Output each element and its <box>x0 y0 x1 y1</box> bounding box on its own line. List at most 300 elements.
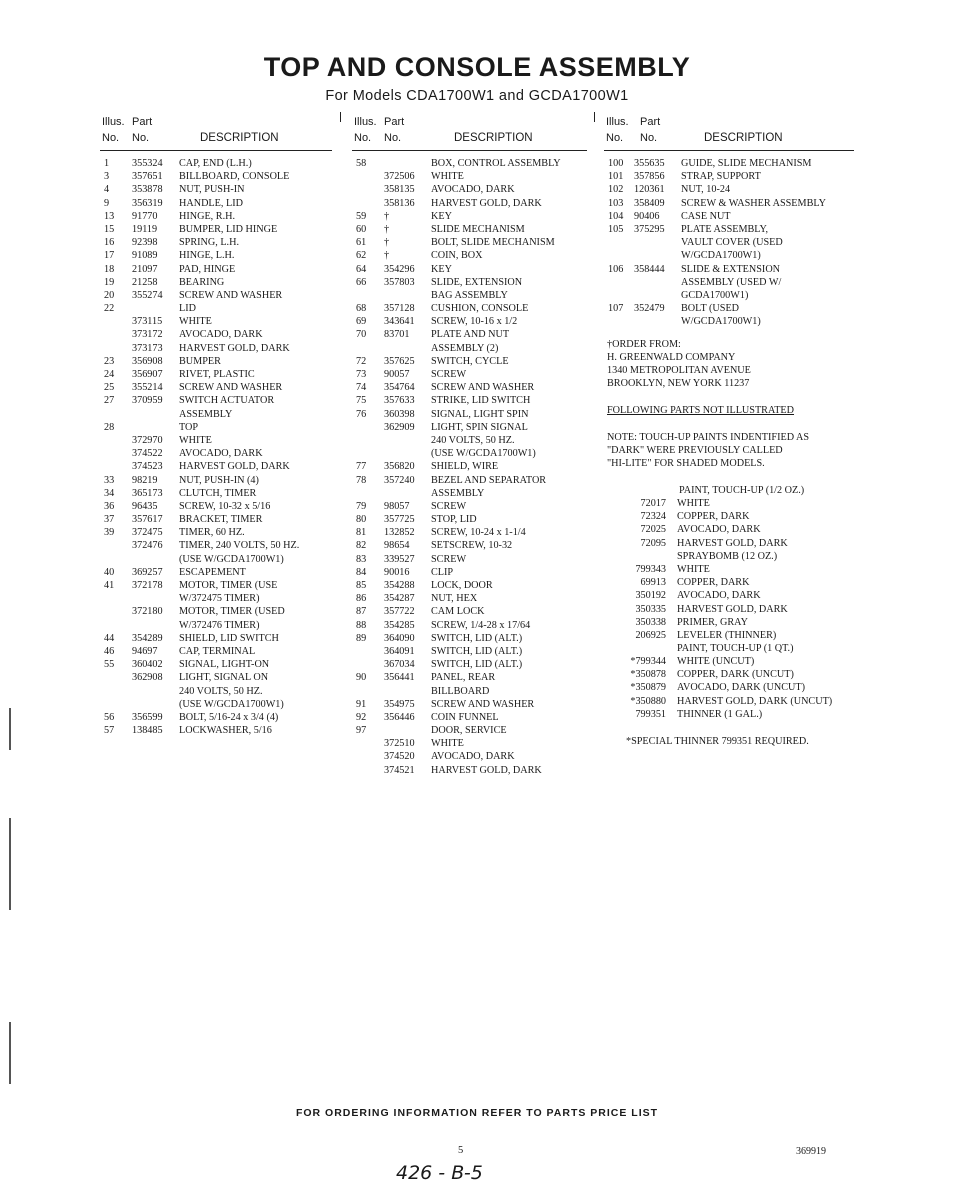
part-row <box>352 539 587 552</box>
part-description: 240 VOLTS, 50 HZ. <box>431 434 515 446</box>
part-row <box>352 737 587 750</box>
part-row <box>100 724 332 737</box>
part-number: 356441 <box>384 672 415 684</box>
part-row <box>100 592 332 605</box>
part-row <box>352 698 587 711</box>
paint-description: AVOCADO, DARK <box>677 590 761 602</box>
part-row <box>352 487 587 500</box>
part-number: † <box>384 223 390 235</box>
header-no: No. <box>606 132 624 144</box>
illus-number: 90 <box>356 672 367 684</box>
part-description: BEARING <box>179 276 225 288</box>
part-row <box>100 513 332 526</box>
part-row <box>352 408 587 421</box>
paint-description: HARVEST GOLD, DARK <box>677 537 788 549</box>
part-row <box>604 210 854 223</box>
part-description: ESCAPEMENT <box>179 566 246 578</box>
paint-list-spraybomb <box>604 563 854 642</box>
part-row <box>352 645 587 658</box>
part-row <box>100 698 332 711</box>
handwritten-note: 426 - B-5 <box>396 1162 483 1184</box>
part-number: 92398 <box>132 237 158 249</box>
part-number: 343641 <box>384 316 415 328</box>
part-row <box>100 460 332 473</box>
part-description: ASSEMBLY <box>179 408 233 420</box>
paint-description: HARVEST GOLD, DARK <box>677 603 788 615</box>
illus-number: 100 <box>608 158 624 169</box>
paint-part-number: 72025 <box>640 524 666 536</box>
paint-description: THINNER (1 GAL.) <box>677 708 763 720</box>
part-row <box>352 302 587 315</box>
header-part: Part <box>640 116 661 128</box>
part-description: NUT, 10-24 <box>681 184 731 196</box>
paint-description: HARVEST GOLD, DARK (UNCUT) <box>677 695 833 707</box>
part-description: HARVEST GOLD, DARK <box>431 764 542 776</box>
part-number: 356820 <box>384 461 415 473</box>
illus-number: 13 <box>104 210 115 222</box>
part-row <box>352 315 587 328</box>
illus-number: 80 <box>356 514 367 526</box>
paint-part-number: *350880 <box>630 695 666 707</box>
illus-number: 72 <box>356 355 367 367</box>
part-number: 373115 <box>132 316 163 328</box>
part-description: BILLBOARD <box>431 685 490 697</box>
part-row <box>604 289 854 302</box>
illus-number: 46 <box>104 645 115 657</box>
part-description: BUMPER <box>179 355 221 367</box>
paint-row <box>604 708 854 721</box>
part-description: SCREW AND WASHER <box>431 698 535 710</box>
part-number: 354764 <box>384 382 415 394</box>
illus-number: 107 <box>608 303 624 315</box>
part-number: 91770 <box>132 210 158 222</box>
illus-number: 36 <box>104 500 115 512</box>
header-description: DESCRIPTION <box>704 132 783 144</box>
part-row <box>604 249 854 262</box>
part-row <box>100 236 332 249</box>
header-part-no: No. <box>132 132 150 144</box>
column-header <box>604 114 854 151</box>
illus-number: 86 <box>356 593 367 605</box>
part-description: WHITE <box>431 171 464 183</box>
part-row <box>352 605 587 618</box>
part-description: HARVEST GOLD, DARK <box>179 461 290 473</box>
paint-row <box>604 563 854 576</box>
paint-row <box>604 629 854 642</box>
header-illus: Illus. <box>102 116 125 128</box>
part-number: 356446 <box>384 711 415 723</box>
note-line: "DARK" WERE PREVIOUSLY CALLED <box>607 445 783 456</box>
part-row <box>352 724 587 737</box>
illus-number: 70 <box>356 329 367 341</box>
part-description: BRACKET, TIMER <box>179 514 263 526</box>
part-number: 354288 <box>384 580 415 591</box>
illus-number: 1 <box>104 158 110 169</box>
part-description: BOX, CONTROL ASSEMBLY <box>431 158 561 169</box>
part-description: SIGNAL, LIGHT-ON <box>179 659 270 671</box>
part-row <box>100 328 332 341</box>
part-row <box>100 434 332 447</box>
part-description: ASSEMBLY (USED W/ <box>681 276 782 288</box>
part-number: 90057 <box>384 369 410 380</box>
part-row <box>352 671 587 684</box>
part-number: 374520 <box>384 751 415 763</box>
part-row <box>100 197 332 210</box>
part-number: 356907 <box>132 369 163 380</box>
part-number: 355274 <box>132 289 163 301</box>
part-description: HARVEST GOLD, DARK <box>431 197 542 209</box>
part-number: 357725 <box>384 514 415 526</box>
part-description: LID <box>179 303 196 315</box>
illus-number: 28 <box>104 421 115 433</box>
part-number: 352479 <box>634 303 665 315</box>
part-description: NUT, PUSH-IN (4) <box>179 474 259 486</box>
part-number: 357803 <box>384 276 415 288</box>
part-description: CLIP <box>431 566 454 578</box>
part-number: 364091 <box>384 645 415 657</box>
part-number: 355324 <box>132 158 163 169</box>
part-description: MOTOR, TIMER (USE <box>179 580 278 591</box>
illus-number: 44 <box>104 632 115 644</box>
part-description: BAG ASSEMBLY <box>431 289 508 301</box>
part-description: SCREW <box>431 553 467 565</box>
part-number: 358444 <box>634 263 665 275</box>
illus-number: 25 <box>104 382 115 394</box>
part-row <box>352 197 587 210</box>
part-number: 372180 <box>132 606 163 618</box>
part-row <box>352 276 587 289</box>
part-number: 358409 <box>634 197 665 209</box>
part-number: 374521 <box>384 764 415 776</box>
header-part-no: No. <box>384 132 402 144</box>
part-description: BOLT (USED <box>681 303 740 315</box>
part-number: † <box>384 250 390 262</box>
column-divider <box>340 112 341 122</box>
illus-number: 85 <box>356 580 367 591</box>
header-illus: Illus. <box>606 116 629 128</box>
part-row <box>352 236 587 249</box>
parts-column-3 <box>604 114 854 328</box>
part-row <box>352 381 587 394</box>
part-number: 96435 <box>132 500 158 512</box>
illus-number: 55 <box>104 659 115 671</box>
part-description: SCREW AND WASHER <box>179 382 283 394</box>
part-description: SLIDE, EXTENSION <box>431 276 523 288</box>
part-row <box>100 685 332 698</box>
part-description: NUT, HEX <box>431 593 478 605</box>
paint-description: WHITE <box>677 498 710 509</box>
column-divider <box>594 112 595 122</box>
illus-number: 9 <box>104 197 110 209</box>
part-row <box>604 315 854 328</box>
part-description: GUIDE, SLIDE MECHANISM <box>681 158 812 169</box>
part-description: WHITE <box>179 316 212 328</box>
part-description: W/372475 TIMER) <box>179 593 260 605</box>
part-description: BILLBOARD, CONSOLE <box>179 171 290 183</box>
part-number: 354975 <box>384 698 415 710</box>
part-number: 373173 <box>132 342 163 354</box>
header-description: DESCRIPTION <box>454 132 533 144</box>
part-row <box>100 289 332 302</box>
part-number: 357633 <box>384 395 415 407</box>
illus-number: 103 <box>608 197 624 209</box>
part-number: 357128 <box>384 303 415 315</box>
illus-number: 15 <box>104 223 115 235</box>
illus-number: 104 <box>608 210 624 222</box>
part-description: SWITCH, LID (ALT.) <box>431 659 523 671</box>
part-description: SPRING, L.H. <box>179 237 240 249</box>
illus-number: 91 <box>356 698 367 710</box>
part-row <box>352 355 587 368</box>
part-row <box>100 276 332 289</box>
part-number: 357856 <box>634 171 665 183</box>
part-number: 91089 <box>132 250 158 262</box>
part-number: 98654 <box>384 540 410 552</box>
illus-number: 33 <box>104 474 115 486</box>
part-number: 132852 <box>384 527 415 539</box>
part-row <box>352 513 587 526</box>
parts-column-1 <box>100 114 332 737</box>
part-description: AVOCADO, DARK <box>179 448 263 460</box>
part-description: WHITE <box>431 738 464 750</box>
part-description: (USE W/GCDA1700W1) <box>179 698 284 710</box>
paint-row <box>604 603 854 616</box>
special-thinner-note: *SPECIAL THINNER 799351 REQUIRED. <box>626 736 809 747</box>
part-row <box>604 197 854 210</box>
header-no: No. <box>102 132 120 144</box>
part-description: SCREW <box>431 369 467 380</box>
paint-description: LEVELER (THINNER) <box>677 629 777 641</box>
part-row <box>100 170 332 183</box>
part-number: 98219 <box>132 474 158 486</box>
part-description: STOP, LID <box>431 514 477 526</box>
illus-number: 3 <box>104 171 110 183</box>
part-row <box>352 289 587 302</box>
part-number: 353878 <box>132 184 163 196</box>
part-number: 94697 <box>132 645 158 657</box>
part-description: PAD, HINGE <box>179 263 236 275</box>
part-description: CAP, TERMINAL <box>179 645 256 657</box>
part-description: DOOR, SERVICE <box>431 725 507 737</box>
part-description: 240 VOLTS, 50 HZ. <box>179 685 263 697</box>
part-row <box>100 526 332 539</box>
part-number: 83701 <box>384 329 410 341</box>
paint-part-number: *799344 <box>630 656 666 667</box>
page-subtitle: For Models CDA1700W1 and GCDA1700W1 <box>325 88 629 104</box>
part-row <box>352 658 587 671</box>
part-row <box>352 566 587 579</box>
illus-number: 59 <box>356 210 367 222</box>
part-number: 369257 <box>132 566 163 578</box>
illus-number: 66 <box>356 276 367 288</box>
illus-number: 69 <box>356 316 367 328</box>
illus-number: 34 <box>104 487 115 499</box>
paint-list-quart <box>604 655 854 721</box>
part-row <box>100 671 332 684</box>
part-row <box>100 474 332 487</box>
part-row <box>352 619 587 632</box>
part-description: AVOCADO, DARK <box>431 184 515 196</box>
part-row <box>352 579 587 592</box>
ordering-footer: FOR ORDERING INFORMATION REFER TO PARTS PRICE LIST <box>295 1107 659 1119</box>
part-description: SWITCH ACTUATOR <box>179 395 275 407</box>
part-description: (USE W/GCDA1700W1) <box>179 553 284 565</box>
part-row <box>604 223 854 236</box>
part-description: AVOCADO, DARK <box>431 751 515 763</box>
illus-number: 40 <box>104 566 115 578</box>
part-row <box>352 263 587 276</box>
part-number: 372178 <box>132 580 163 591</box>
illus-number: 97 <box>356 725 367 737</box>
illus-number: 68 <box>356 303 367 315</box>
part-row <box>100 579 332 592</box>
illus-number: 61 <box>356 237 367 249</box>
illus-number: 17 <box>104 250 115 262</box>
part-description: LIGHT, SIGNAL ON <box>179 672 269 684</box>
part-row <box>100 355 332 368</box>
part-row <box>100 408 332 421</box>
part-row <box>352 460 587 473</box>
page-number: 5 <box>458 1145 464 1156</box>
part-description: MOTOR, TIMER (USED <box>179 606 285 618</box>
part-description: PANEL, REAR <box>431 672 496 684</box>
part-number: 362908 <box>132 672 163 684</box>
paint-part-number: *350878 <box>630 669 666 681</box>
part-description: SCREW, 10-32 x 5/16 <box>179 500 271 512</box>
part-description: PLATE ASSEMBLY, <box>681 223 769 235</box>
part-number: 357625 <box>384 355 415 367</box>
order-from-label: †ORDER FROM: <box>607 339 681 350</box>
illus-number: 78 <box>356 474 367 486</box>
part-row <box>100 658 332 671</box>
illus-number: 23 <box>104 355 115 367</box>
part-row <box>352 223 587 236</box>
part-description: AVOCADO, DARK <box>179 329 263 341</box>
part-description: HINGE, R.H. <box>179 210 236 222</box>
order-company: H. GREENWALD COMPANY <box>607 352 736 363</box>
part-number: 120361 <box>634 184 665 196</box>
part-description: CAP, END (L.H.) <box>179 158 252 169</box>
illus-number: 106 <box>608 263 624 275</box>
part-number: † <box>384 237 390 249</box>
part-row <box>100 157 332 170</box>
part-number: 354296 <box>384 263 415 275</box>
part-number: 374523 <box>132 461 163 473</box>
paint-part-number: 72324 <box>640 511 666 523</box>
part-description: SLIDE MECHANISM <box>431 223 525 235</box>
part-row <box>352 711 587 724</box>
part-description: BOLT, SLIDE MECHANISM <box>431 237 555 249</box>
part-row <box>604 276 854 289</box>
page-title: TOP AND CONSOLE ASSEMBLY <box>263 52 691 82</box>
illus-number: 76 <box>356 408 367 420</box>
part-row <box>352 764 587 777</box>
illus-number: 4 <box>104 184 110 196</box>
part-number: 362909 <box>384 421 415 433</box>
part-row <box>604 236 854 249</box>
illus-number: 75 <box>356 395 367 407</box>
part-description: SHIELD, LID SWITCH <box>179 632 279 644</box>
illus-number: 39 <box>104 527 115 539</box>
part-number: 356908 <box>132 355 163 367</box>
part-row <box>352 750 587 763</box>
illus-number: 105 <box>608 223 624 235</box>
part-number: 360398 <box>384 408 415 420</box>
paint-part-number: 72017 <box>640 498 666 509</box>
illus-number: 92 <box>356 711 367 723</box>
part-row <box>100 210 332 223</box>
illus-number: 37 <box>104 514 115 526</box>
part-number: 372510 <box>384 738 415 750</box>
part-row <box>604 157 854 170</box>
part-row <box>352 592 587 605</box>
part-description: SCREW AND WASHER <box>179 289 283 301</box>
part-row <box>352 394 587 407</box>
paint-part-number: 350192 <box>635 590 666 602</box>
header-description: DESCRIPTION <box>200 132 279 144</box>
part-description: BEZEL AND SEPARATOR <box>431 474 547 486</box>
illus-number: 41 <box>104 580 115 591</box>
column-header <box>352 114 587 151</box>
paint-row <box>604 523 854 536</box>
paint-part-number: 206925 <box>635 629 666 641</box>
illus-number: 64 <box>356 263 367 275</box>
part-number: 372475 <box>132 527 163 539</box>
document-number: 369919 <box>796 1146 826 1157</box>
spraybomb-heading: SPRAYBOMB (12 OZ.) <box>677 551 778 562</box>
part-description: SWITCH, LID (ALT.) <box>431 645 523 657</box>
part-row <box>100 553 332 566</box>
part-row <box>100 315 332 328</box>
part-description: HINGE, L.H. <box>179 250 235 262</box>
binding-mark <box>9 708 11 750</box>
part-row <box>352 421 587 434</box>
paint-part-number: *350879 <box>630 682 666 694</box>
part-description: CAM LOCK <box>431 606 485 618</box>
paint-part-number: 350335 <box>635 603 666 615</box>
part-row <box>352 447 587 460</box>
illus-number: 82 <box>356 540 367 552</box>
part-description: ASSEMBLY <box>431 487 485 499</box>
part-number: 339527 <box>384 553 415 565</box>
part-description: COIN, BOX <box>431 250 483 262</box>
illus-number: 22 <box>104 303 115 315</box>
part-row <box>100 394 332 407</box>
part-description: ASSEMBLY (2) <box>431 342 499 354</box>
part-description: SCREW <box>431 500 467 512</box>
note-line: "HI-LITE" FOR SHADED MODELS. <box>607 458 765 469</box>
part-description: STRIKE, LID SWITCH <box>431 395 531 407</box>
part-number: 357617 <box>132 514 163 526</box>
part-number: 358135 <box>384 184 415 196</box>
paint-row <box>604 576 854 589</box>
part-description: SCREW AND WASHER <box>431 382 535 394</box>
illus-number: 62 <box>356 250 367 262</box>
part-row <box>352 249 587 262</box>
part-description: VAULT COVER (USED <box>681 237 783 249</box>
part-description: PLATE AND NUT <box>431 329 510 341</box>
part-description: TOP <box>179 421 199 433</box>
paint-row <box>604 616 854 629</box>
part-description: BUMPER, LID HINGE <box>179 223 278 235</box>
part-row <box>100 500 332 513</box>
part-description: W/GCDA1700W1) <box>681 316 761 328</box>
part-number: 355214 <box>132 382 163 394</box>
paint-part-number: 350338 <box>635 616 666 628</box>
illus-number: 18 <box>104 263 115 275</box>
part-number: 354285 <box>384 619 415 631</box>
part-row <box>352 526 587 539</box>
